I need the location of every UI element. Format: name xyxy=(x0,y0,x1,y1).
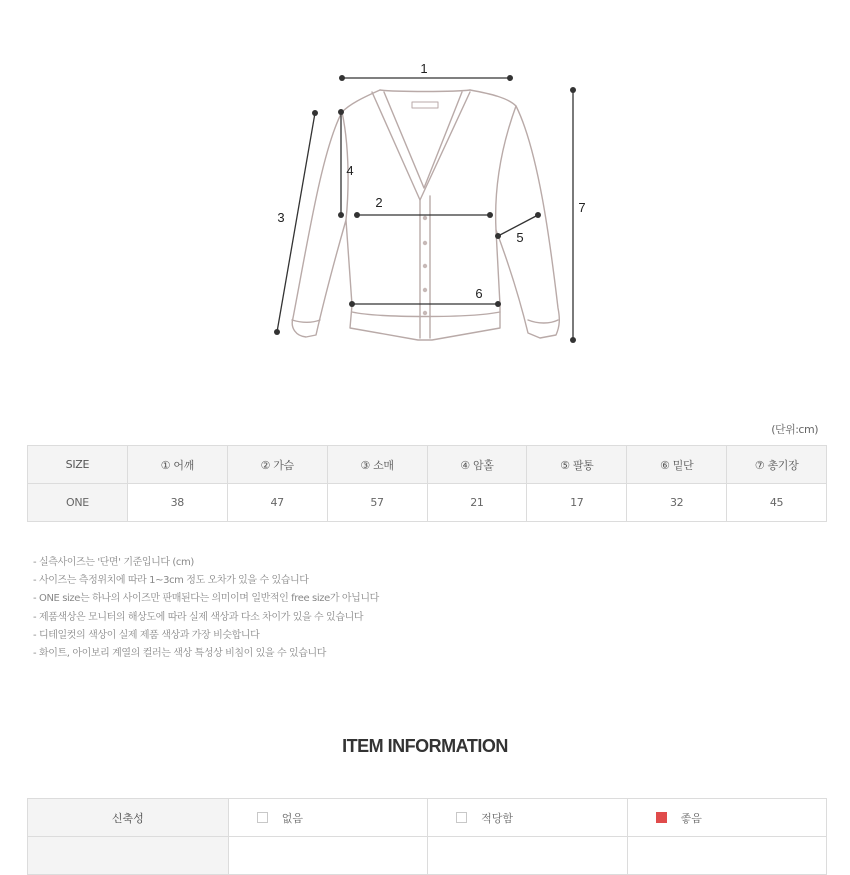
note-item: - 화이트, 아이보리 계열의 컬러는 색상 특성상 비침이 있을 수 있습니다 xyxy=(33,648,327,660)
size-cell: 32 xyxy=(627,484,727,522)
size-header-cell: ③ 소매 xyxy=(327,446,427,484)
size-header-cell: ⑤ 팔통 xyxy=(527,446,627,484)
option-label: 좋음 xyxy=(680,811,702,825)
size-cell: 57 xyxy=(327,484,427,522)
option-cell xyxy=(428,837,627,875)
measure-label-4: 4 xyxy=(346,163,354,178)
size-table xyxy=(27,445,827,522)
option-label: 적당함 xyxy=(481,811,514,825)
stretch-label: 신축성 xyxy=(28,799,229,837)
option-label: 없음 xyxy=(281,811,304,825)
size-table-header-row xyxy=(28,446,827,484)
table-row xyxy=(28,837,827,875)
table-row xyxy=(28,484,827,522)
note-item: - ONE size는 하나의 사이즈만 판매된다는 의미이며 일반적인 free size가 아닙니다 xyxy=(33,593,379,605)
option-cell xyxy=(228,799,427,837)
measure-label-6: 6 xyxy=(475,286,483,301)
measure-label-3: 3 xyxy=(277,210,285,225)
item-information-title: ITEM INFORMATION xyxy=(342,736,508,756)
size-cell: 21 xyxy=(427,484,527,522)
measure-label-5: 5 xyxy=(516,230,524,245)
checkbox-icon xyxy=(456,812,467,823)
size-header-cell: ⑥ 밑단 xyxy=(627,446,727,484)
option-cell xyxy=(228,837,427,875)
unit-note: (단위:cm) xyxy=(771,423,818,436)
cardigan-measurement-diagram xyxy=(0,0,850,400)
note-item: - 디테일컷의 색상이 실제 제품 색상과 가장 비슷합니다 xyxy=(33,629,260,641)
size-cell: 17 xyxy=(527,484,627,522)
note-item: - 제품색상은 모니터의 해상도에 따라 실제 색상과 다소 차이가 있을 수 있습니다 xyxy=(33,611,364,623)
item-information-table xyxy=(27,798,827,875)
row-label xyxy=(28,837,229,875)
size-cell: 38 xyxy=(127,484,227,522)
size-header-cell: SIZE xyxy=(28,446,128,484)
option-cell xyxy=(428,799,627,837)
measure-label-1: 1 xyxy=(420,61,428,76)
measure-label-2: 2 xyxy=(375,195,383,210)
checked-checkbox-icon xyxy=(656,812,667,823)
note-item: - 실측사이즈는 '단면' 기준입니다 (cm) xyxy=(33,557,194,568)
table-row xyxy=(28,799,827,837)
measure-label-7: 7 xyxy=(578,200,586,215)
size-header-cell: ④ 암홀 xyxy=(427,446,527,484)
size-cell: 47 xyxy=(227,484,327,522)
size-header-cell: ① 어깨 xyxy=(127,446,227,484)
note-item: - 사이즈는 측정위치에 따라 1~3cm 정도 오차가 있을 수 있습니다 xyxy=(33,575,309,587)
option-cell xyxy=(627,837,826,875)
checkbox-icon xyxy=(257,812,268,823)
size-notes-list xyxy=(33,554,379,663)
option-cell xyxy=(627,799,826,837)
size-cell: 45 xyxy=(727,484,827,522)
size-cell: ONE xyxy=(28,484,128,522)
size-header-cell: ② 가슴 xyxy=(227,446,327,484)
size-header-cell: ⑦ 총기장 xyxy=(727,446,827,484)
